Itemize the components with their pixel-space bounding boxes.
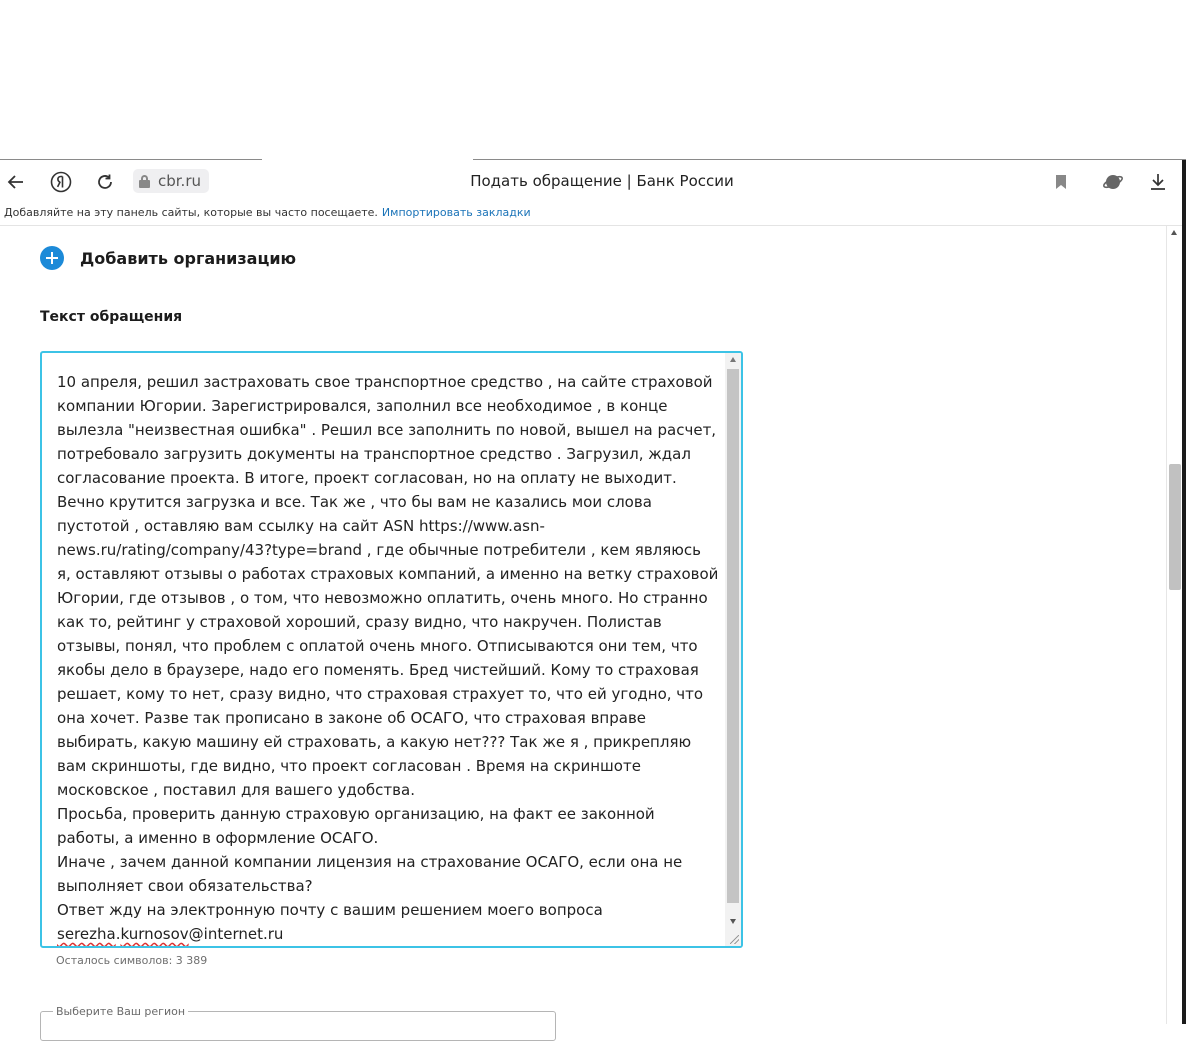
plus-icon	[40, 246, 64, 270]
resize-grip-icon[interactable]	[730, 935, 739, 944]
email-dot: .	[115, 925, 121, 943]
appeal-text-label: Текст обращения	[40, 309, 183, 325]
textarea-scrollbar[interactable]	[725, 353, 741, 946]
add-organization-button[interactable]	[40, 246, 296, 270]
protect-button[interactable]	[1100, 168, 1126, 196]
email-part-misspelled: kurnosov	[120, 925, 189, 943]
email-domain: @internet.ru	[188, 925, 284, 943]
email-part-misspelled: serezha	[57, 925, 116, 943]
scroll-up-arrow-icon[interactable]	[1171, 230, 1177, 235]
textarea-scroll-thumb[interactable]	[727, 369, 739, 903]
bookmark-button[interactable]	[1048, 168, 1074, 196]
reload-button[interactable]	[91, 168, 119, 196]
bookmarks-hint: Добавляйте на эту панель сайты, которые вы часто посещаете.	[4, 206, 378, 219]
scroll-down-arrow-icon[interactable]	[730, 919, 736, 924]
reload-icon	[96, 173, 114, 191]
lock-icon	[139, 175, 150, 188]
url-text: cbr.ru	[158, 172, 202, 190]
page-scroll-thumb[interactable]	[1169, 464, 1181, 590]
scroll-up-arrow-icon[interactable]	[730, 357, 736, 362]
page-content	[0, 227, 1166, 1024]
protect-icon	[1102, 171, 1124, 193]
yandex-button[interactable]	[47, 168, 75, 196]
back-button[interactable]	[2, 168, 30, 196]
characters-left-counter: Осталось символов: 3 389	[56, 954, 208, 967]
page-scrollbar[interactable]	[1166, 226, 1182, 1024]
blank-top-area	[0, 0, 1186, 160]
address-bar[interactable]	[133, 169, 209, 193]
appeal-text: 10 апреля, решил застраховать свое транспортное средство , на сайте страховой компании Югории. Зарегистрировался, заполнил все необходимое , в конце вылезла "неизвестная ошибка" . Решил все заполнить по новой, вышел на расчет, потребовало загрузить документы на транспортное средство . Загрузил, ждал согласование проекта. В итоге, проект согласован, но на оплату не выходит. Вечно крутится загрузка и все. Так же , что бы вам не казались мои слова пустотой , оставляю вам ссылку на сайт ASN https://www.asn- news.ru/rating/company/43?type=brand , где обычные потребители , кем являюсь я, оставляют отзывы о работах страховых компаний, а именно на ветку страховой Югории, где отзывов , о том, что невозможно оплатить, очень много. Но странно как то, рейтинг у страховой хороший, сразу видно, что накручен. Полистав отзывы, понял, что проблем с оплатой очень много. Отписываются они тем, что якобы дело в браузере, надо его поменять. Бред чистейший. Кому то страховая решает, кому то нет, сразу видно, что страховая страхует то, что ей угодно, что она хочет. Разве так прописано в законе об ОСАГО, что страховая вправе выбирать, какую машину ей страховать, а какую нет??? Так же я , прикрепляю вам скриншоты, где видно, что проект согласован . Время на скриншоте московское , поставил для вашего удобства. Просьба, проверить данную страховую организацию, на факт ее законной работы, а именно в оформление ОСАГО. Иначе , зачем данной компании лицензия на страхование ОСАГО, если она не выполняет свои обязательства? Ответ жду на электронную почту с вашим решением моего вопроса	[57, 373, 719, 919]
appeal-textarea-content[interactable]	[57, 370, 723, 946]
region-select[interactable]	[40, 1005, 556, 1041]
add-organization-label: Добавить организацию	[80, 248, 297, 268]
arrow-left-icon	[7, 173, 25, 191]
appeal-textarea[interactable]	[40, 351, 743, 948]
browser-toolbar	[0, 160, 1182, 204]
download-button[interactable]	[1145, 168, 1171, 196]
page-title: Подать обращение | Банк России	[470, 172, 734, 190]
bookmarks-bar	[0, 204, 1182, 226]
region-select-label: Выберите Ваш регион	[53, 1005, 188, 1018]
window-frame-edge	[1182, 160, 1186, 1024]
bookmark-icon	[1055, 174, 1067, 190]
download-icon	[1150, 173, 1166, 191]
import-bookmarks-link[interactable]: Импортировать закладки	[381, 206, 531, 219]
yandex-logo-icon	[50, 171, 72, 193]
